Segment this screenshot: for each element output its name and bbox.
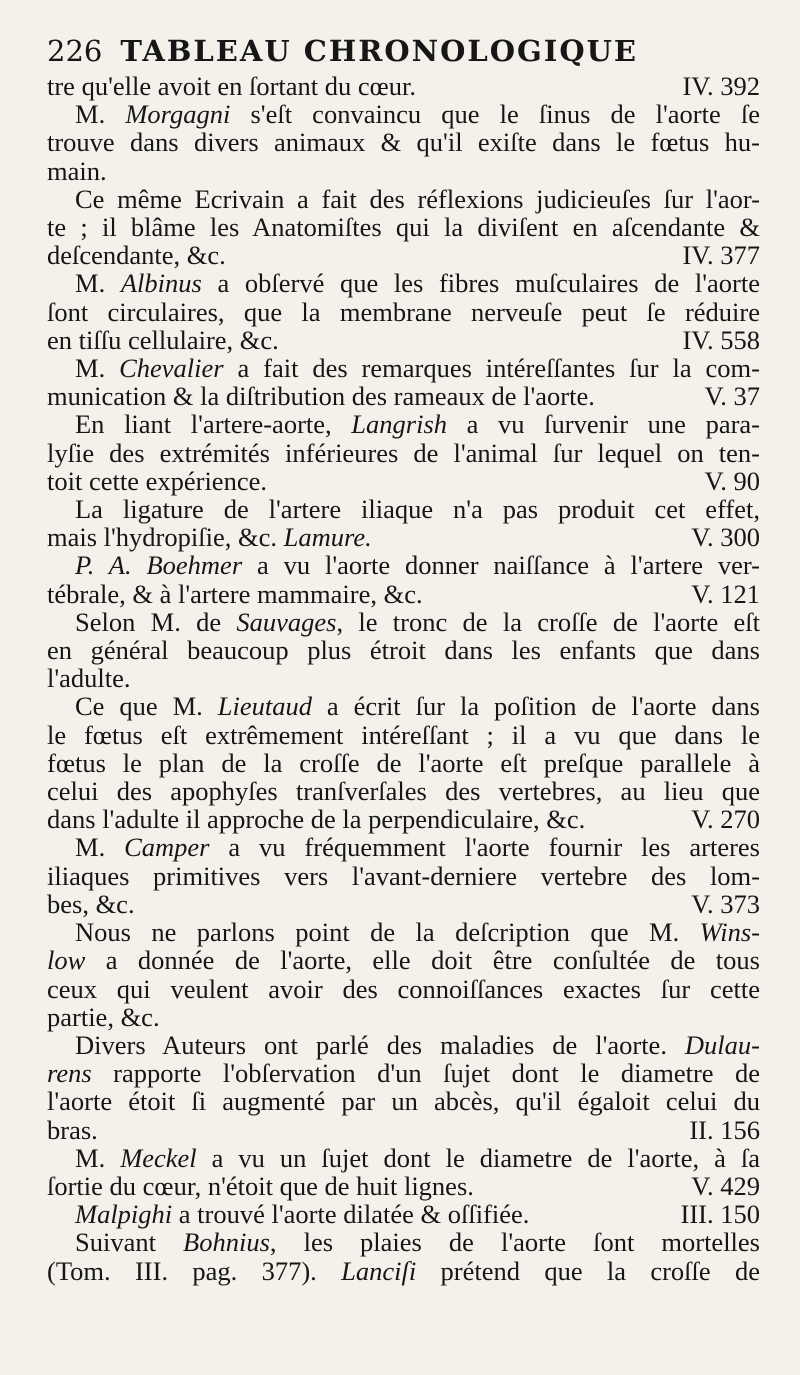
volume-reference: IV. 558 — [682, 324, 760, 355]
line-text — [47, 776, 760, 806]
italic-name: low — [47, 945, 86, 976]
text-line — [47, 1059, 760, 1087]
text-line — [47, 1003, 760, 1031]
text-line — [47, 157, 760, 185]
text-line — [47, 721, 760, 749]
italic-name: Albinus — [120, 268, 202, 299]
line-text — [75, 607, 760, 637]
volume-reference: IV. 392 — [682, 71, 760, 101]
line-text — [47, 297, 760, 327]
italic-name: Camper — [124, 832, 210, 863]
line-text — [47, 1002, 160, 1032]
italic-name: Malpighi — [75, 1199, 173, 1230]
italic-name: Lamure. — [283, 522, 372, 553]
line-text — [47, 523, 372, 551]
text-run: main. — [47, 155, 107, 186]
text-line — [47, 805, 760, 833]
text-run: Ce que M. — [75, 691, 218, 722]
line-text — [75, 99, 760, 129]
text-run: Divers Auteurs ont parlé des maladies de l'aorte. — [75, 1029, 685, 1060]
text-run: a vu l'aorte donner naiſſance à l'artere ver- — [242, 550, 760, 581]
italic-name: Dulau- — [684, 1029, 760, 1060]
text-line — [47, 495, 760, 523]
text-line — [47, 1116, 760, 1144]
text-line — [47, 269, 760, 297]
text-line — [47, 298, 760, 326]
page-header — [47, 30, 760, 72]
text-run: en général beaucoup plus étroit dans les enfants que dans — [47, 635, 760, 666]
text-run: iliaques primitives vers l'avant-derniere vertebre des lom- — [47, 860, 760, 891]
text-run: tébrale, & à l'artere mammaire, &c. — [47, 578, 423, 609]
volume-reference: V. 37 — [704, 381, 760, 412]
italic-name: Lieutaud — [217, 691, 312, 722]
text-line — [47, 439, 760, 467]
italic-name: P. A. Boehmer — [75, 550, 243, 581]
text-line — [47, 946, 760, 974]
text-line — [47, 382, 760, 410]
text-run: ſortie du cœur, n'étoit que de huit lignes. — [47, 1170, 474, 1201]
text-run: partie, &c. — [47, 1001, 160, 1032]
text-run: a vu ſurvenir une para- — [447, 409, 760, 440]
text-run: deſcendante, &c. — [47, 240, 226, 271]
line-text — [75, 409, 760, 439]
text-run: a vu fréquemment l'aorte fournir les arteres — [209, 832, 760, 863]
line-text — [75, 184, 760, 214]
line-text — [47, 72, 416, 100]
italic-name: Langrish — [351, 409, 448, 440]
text-run: a vu un ſujet dont le diametre de l'aorte, à ſa — [196, 1142, 760, 1173]
text-line — [47, 551, 760, 579]
line-text — [47, 1116, 98, 1144]
line-text — [75, 691, 760, 721]
line-text — [47, 1058, 760, 1088]
text-line — [47, 1257, 760, 1285]
text-line — [47, 410, 760, 438]
volume-reference: V. 121 — [691, 578, 760, 609]
line-text — [47, 1086, 760, 1116]
line-text — [75, 917, 760, 947]
line-text — [75, 1200, 529, 1228]
text-line — [47, 692, 760, 720]
line-text — [75, 550, 760, 580]
text-run: ceux qui veulent avoir des connoiſſances exactes ſur cette — [47, 973, 760, 1004]
volume-reference: V. 429 — [691, 1170, 760, 1201]
text-run: Ce même Ecrivain a fait des réflexions judicieuſes ſur l'aor- — [75, 183, 760, 214]
text-run: s'eſt convaincu que le ſinus de l'aorte ſe — [230, 99, 760, 130]
italic-name: Wins- — [699, 917, 760, 948]
text-run: le fœtus eſt extrêmement intéreſſant ; il a vu que dans le — [47, 719, 760, 750]
text-run: a obſervé que les fibres muſculaires de l'aorte — [201, 268, 760, 299]
line-text — [75, 353, 760, 383]
italic-name: Bohnius — [183, 1227, 270, 1258]
line-text — [47, 890, 135, 918]
text-run: mais l'hydropiſie, &c. — [47, 522, 284, 553]
text-line — [47, 213, 760, 241]
italic-name: Lanciſi — [341, 1255, 417, 1286]
italic-name: rens — [47, 1058, 92, 1089]
text-run: M. — [75, 832, 125, 863]
line-text — [75, 832, 760, 862]
text-run: tre qu'elle avoit en ſortant du cœur. — [47, 71, 417, 101]
text-run: M. — [75, 99, 126, 130]
page-number: 226 — [47, 34, 103, 68]
line-text — [75, 1143, 760, 1173]
line-text — [47, 326, 279, 354]
volume-reference: V. 373 — [691, 888, 760, 919]
line-text — [47, 1172, 474, 1200]
text-line — [47, 580, 760, 608]
text-run: M. — [75, 1142, 121, 1173]
text-run: ſont circulaires, que la membrane nerveuſe peut ſe réduire — [47, 296, 760, 327]
text-line — [47, 749, 760, 777]
text-line — [47, 1031, 760, 1059]
text-run: Nous ne parlons point de la deſcription que M. — [75, 917, 700, 948]
text-run: l'adulte. — [47, 663, 131, 694]
volume-reference: V. 300 — [691, 522, 760, 553]
line-text — [47, 663, 131, 693]
text-line — [47, 72, 760, 100]
line-text — [47, 861, 760, 891]
volume-reference: V. 270 — [691, 804, 760, 835]
italic-name: Meckel — [120, 1142, 197, 1173]
text-run: dans l'adulte il approche de la perpendiculaire, &c. — [47, 804, 586, 835]
text-line — [47, 1172, 760, 1200]
text-run: bes, &c. — [47, 888, 135, 919]
volume-reference: III. 150 — [680, 1199, 760, 1230]
text-run: a trouvé l'aorte dilatée & oſſifiée. — [172, 1199, 530, 1230]
text-run: munication & la diſtribution des rameaux de l'aorte. — [47, 381, 595, 412]
line-text — [47, 467, 267, 495]
text-line — [47, 833, 760, 861]
text-run: bras. — [47, 1114, 98, 1145]
text-run: La ligature de l'artere iliaque n'a pas produit cet effet, — [75, 494, 760, 525]
text-line — [47, 777, 760, 805]
volume-reference: IV. 377 — [682, 240, 760, 271]
text-run: toit cette expérience. — [47, 465, 267, 496]
line-text — [47, 974, 760, 1004]
text-line — [47, 128, 760, 156]
text-line — [47, 664, 760, 692]
text-line — [47, 467, 760, 495]
text-line — [47, 636, 760, 664]
line-text — [47, 945, 760, 975]
text-run: Selon M. de — [75, 606, 237, 637]
running-title: TABLEAU CHRONOLOGIQUE — [120, 34, 638, 68]
text-line — [47, 975, 760, 1003]
text-run: , le tronc de la croſſe de l'aorte eſt — [336, 606, 760, 637]
italic-name: Morgagni — [125, 99, 231, 130]
text-run: a donnée de l'aorte, elle doit être conſultée de tous — [85, 945, 760, 976]
line-text — [47, 241, 226, 269]
text-run: , les plaies de l'aorte ſont mortelles — [269, 1227, 760, 1258]
line-text — [47, 580, 423, 608]
text-run: rapporte l'obſervation d'un ſujet dont le diametre de — [91, 1058, 760, 1089]
text-line — [47, 185, 760, 213]
volume-reference: V. 90 — [704, 465, 760, 496]
text-run: te ; il blâme les Anatomiſtes qui la diviſent en aſcendante & — [47, 212, 760, 243]
line-text — [47, 212, 760, 242]
text-line — [47, 1144, 760, 1172]
text-run: lyſie des extrémités inférieures de l'animal ſur lequel on ten- — [47, 437, 760, 468]
line-text — [75, 268, 760, 298]
text-line — [47, 100, 760, 128]
text-line — [47, 326, 760, 354]
text-line — [47, 862, 760, 890]
text-run: trouve dans divers animaux & qu'il exiſte dans le fœtus hu- — [47, 127, 760, 158]
line-text — [47, 438, 760, 468]
line-text — [47, 748, 760, 778]
text-run: celui des apophyſes tranſverſales des vertebres, au lieu que — [47, 776, 760, 807]
text-line — [47, 608, 760, 636]
text-line — [47, 1200, 760, 1228]
text-line — [47, 918, 760, 946]
body-text — [47, 72, 760, 1285]
line-text — [47, 1256, 760, 1286]
text-run: M. — [75, 268, 121, 299]
line-text — [47, 635, 760, 665]
text-run: en tiſſu cellulaire, &c. — [47, 324, 279, 355]
text-run: a écrit ſur la poſition de l'aorte dans — [311, 691, 760, 722]
line-text — [47, 156, 107, 186]
text-line — [47, 241, 760, 269]
text-run: Suivant — [75, 1227, 184, 1258]
line-text — [75, 1227, 760, 1257]
line-text — [47, 127, 760, 157]
text-run: prétend que la croſſe de — [416, 1255, 760, 1286]
line-text — [47, 382, 595, 410]
text-line — [47, 523, 760, 551]
text-line — [47, 890, 760, 918]
text-run: a fait des remarques intéreſſantes ſur la com- — [223, 353, 760, 384]
line-text — [47, 805, 585, 833]
line-text — [47, 720, 760, 750]
line-text — [75, 494, 760, 524]
text-run: l'aorte étoit ſi augmenté par un abcès, qu'il égaloit celui du — [47, 1086, 760, 1117]
text-run: En liant l'artere-aorte, — [75, 409, 352, 440]
italic-name: Sauvages — [236, 606, 337, 637]
text-run: (Tom. III. pag. 377). — [47, 1255, 342, 1286]
text-run: M. — [75, 353, 120, 384]
line-text — [75, 1030, 760, 1060]
text-line — [47, 1228, 760, 1256]
italic-name: Chevalier — [119, 353, 224, 384]
volume-reference: II. 156 — [689, 1114, 760, 1145]
text-line — [47, 1087, 760, 1115]
text-line — [47, 354, 760, 382]
text-run: fœtus le plan de la croſſe de l'aorte eſt preſque parallele à — [47, 747, 760, 778]
